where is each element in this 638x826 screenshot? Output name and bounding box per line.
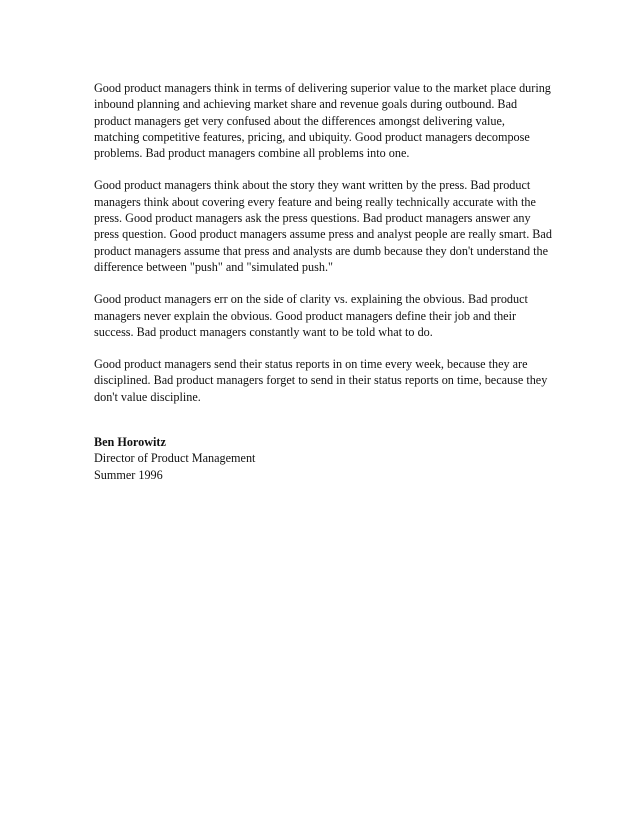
signature-title: Director of Product Management (94, 451, 256, 466)
paragraph-4: Good product managers send their status reports in on time every week, because they are disciplined. Bad product managers forget to send in their status reports on time, because they don't value discipline. (94, 357, 548, 404)
signature-block (94, 434, 552, 483)
paragraph-2: Good product managers think about the story they want written by the press. Bad product managers think about covering every feature and being really technically accurate with the press. Good product managers ask the press questions. Bad product managers answer any press question. Good product managers assume press and analyst people are really smart. Bad product managers assume that press and analysts are dumb because they don't understand the difference between "push" and "simulated push." (94, 178, 552, 274)
document-body (94, 80, 552, 483)
paragraph-1: Good product managers think in terms of delivering superior value to the market place during inbound planning and achieving market share and revenue goals during outbound. Bad product managers get very confused about the differences amongst delivering value, matching competitive features, pricing, and ubiquity. Good product managers decompose problems. Bad product managers combine all problems into one. (94, 81, 551, 161)
paragraph-3: Good product managers err on the side of clarity vs. explaining the obvious. Bad product managers never explain the obvious. Good product managers define their job and their success. Bad product managers constantly want to be told what to do. (94, 292, 528, 339)
signature-date: Summer 1996 (94, 467, 163, 482)
signature-name: Ben Horowitz (94, 435, 166, 450)
